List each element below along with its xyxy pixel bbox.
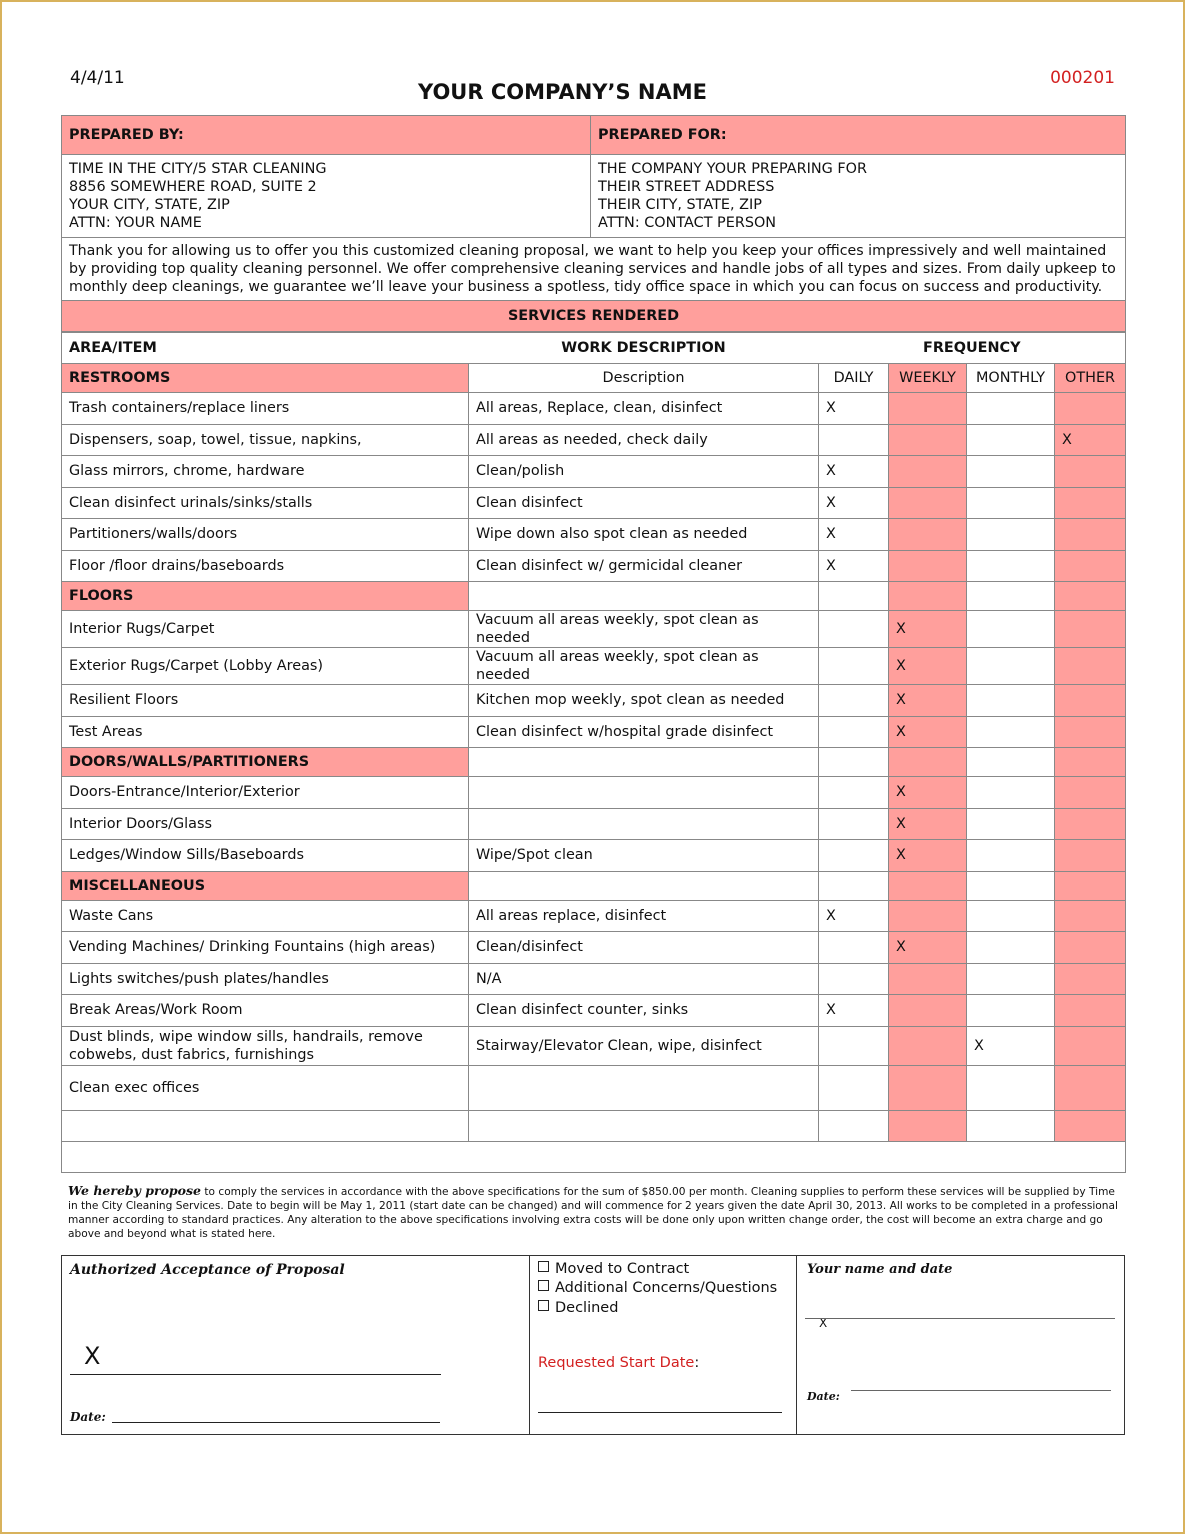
- other-cell: [1055, 748, 1126, 777]
- service-row: [62, 932, 1126, 964]
- monthly-cell: [967, 871, 1055, 900]
- other-mark: [1055, 808, 1126, 840]
- weekly-mark: [889, 1065, 967, 1110]
- weekly-mark: X: [889, 611, 967, 648]
- daily-cell: [819, 582, 889, 611]
- checkbox-icon[interactable]: [538, 1261, 549, 1272]
- daily-mark: X: [819, 519, 889, 551]
- your-name-mark: X: [819, 1316, 828, 1330]
- service-description: All areas replace, disinfect: [469, 900, 819, 932]
- prepared-for-label: PREPARED FOR:: [591, 116, 1126, 155]
- weekly-mark: [889, 963, 967, 995]
- daily-cell: [819, 871, 889, 900]
- checkbox-additional-concerns[interactable]: [538, 1279, 777, 1299]
- service-description: All areas, Replace, clean, disinfect: [469, 393, 819, 425]
- service-row: [62, 963, 1126, 995]
- weekly-mark: [889, 393, 967, 425]
- service-description: Clean disinfect counter, sinks: [469, 995, 819, 1027]
- other-mark: [1055, 1026, 1126, 1065]
- weekly-mark: [889, 995, 967, 1027]
- services-table: [61, 332, 1126, 1173]
- daily-mark: [819, 777, 889, 809]
- service-item: Dispensers, soap, towel, tissue, napkins,: [62, 424, 469, 456]
- service-description: Wipe/Spot clean: [469, 840, 819, 872]
- address-line: YOUR CITY, STATE, ZIP: [69, 197, 230, 213]
- other-mark: [1055, 900, 1126, 932]
- service-description: Vacuum all areas weekly, spot clean as needed: [469, 611, 819, 648]
- spacer-cell: [62, 1141, 1126, 1172]
- service-item: Dust blinds, wipe window sills, handrails, remove cobwebs, dust fabrics, furnishings: [62, 1026, 469, 1065]
- service-description: [469, 1065, 819, 1110]
- requested-start-date: [538, 1355, 699, 1371]
- requested-start-date-colon: :: [694, 1355, 700, 1371]
- daily-mark: [819, 716, 889, 748]
- weekly-mark: X: [889, 648, 967, 685]
- monthly-mark: [967, 932, 1055, 964]
- header-table: [61, 115, 1126, 332]
- monthly-mark: [967, 519, 1055, 551]
- daily-mark: [819, 424, 889, 456]
- address-line: THE COMPANY YOUR PREPARING FOR: [598, 161, 867, 177]
- service-item: Floor /floor drains/baseboards: [62, 550, 469, 582]
- monthly-mark: [967, 840, 1055, 872]
- other-mark: [1055, 1065, 1126, 1110]
- address-line: TIME IN THE CITY/5 STAR CLEANING: [69, 161, 327, 177]
- weekly-mark: X: [889, 685, 967, 717]
- checkbox-declined[interactable]: [538, 1299, 618, 1319]
- monthly-mark: [967, 808, 1055, 840]
- weekly-mark: X: [889, 716, 967, 748]
- service-description: Kitchen mop weekly, spot clean as needed: [469, 685, 819, 717]
- column-header-row: [62, 333, 1126, 364]
- monthly-cell: [967, 582, 1055, 611]
- authorized-acceptance-title: Authorized Acceptance of Proposal: [70, 1262, 345, 1278]
- weekly-cell: [889, 748, 967, 777]
- date-label: Date:: [70, 1410, 106, 1424]
- start-date-line[interactable]: [538, 1412, 782, 1413]
- service-description: N/A: [469, 963, 819, 995]
- service-row: [62, 487, 1126, 519]
- monthly-mark: [967, 648, 1055, 685]
- your-date-label: Date:: [807, 1390, 840, 1403]
- weekly-mark: X: [889, 932, 967, 964]
- date-line[interactable]: [112, 1422, 440, 1423]
- other-mark: [1055, 648, 1126, 685]
- other-mark: [1055, 550, 1126, 582]
- empty-row: [62, 1110, 1126, 1141]
- address-line: ATTN: CONTACT PERSON: [598, 215, 777, 231]
- service-item: Trash containers/replace liners: [62, 393, 469, 425]
- daily-mark: [819, 1026, 889, 1065]
- daily-mark: [819, 932, 889, 964]
- service-item: Doors-Entrance/Interior/Exterior: [62, 777, 469, 809]
- service-row: [62, 393, 1126, 425]
- checkbox-icon[interactable]: [538, 1300, 549, 1311]
- service-row: [62, 550, 1126, 582]
- section-name: FLOORS: [62, 582, 469, 611]
- proposal-terms: [68, 1184, 1120, 1241]
- other-mark: [1055, 487, 1126, 519]
- prepared-for-address: [591, 155, 1126, 238]
- checkbox-label: Declined: [555, 1300, 619, 1316]
- monthly-mark: [967, 611, 1055, 648]
- other-mark: [1055, 393, 1126, 425]
- other-mark: [1055, 963, 1126, 995]
- authorized-acceptance-section: [62, 1256, 530, 1434]
- monthly-mark: [967, 1065, 1055, 1110]
- service-row: [62, 808, 1126, 840]
- your-name-section: [797, 1256, 1124, 1434]
- service-row: [62, 777, 1126, 809]
- monthly-mark: [967, 424, 1055, 456]
- section-header-row: [62, 871, 1126, 900]
- daily-mark: [819, 685, 889, 717]
- section-header-row: [62, 748, 1126, 777]
- signature-mark: X: [84, 1342, 101, 1370]
- other-mark: [1055, 685, 1126, 717]
- col-area-header: AREA/ITEM: [62, 333, 469, 364]
- daily-mark: X: [819, 393, 889, 425]
- address-line: THEIR STREET ADDRESS: [598, 179, 775, 195]
- weekly-mark: [889, 1026, 967, 1065]
- weekly-mark: [889, 550, 967, 582]
- service-description: Clean disinfect: [469, 487, 819, 519]
- section-name: RESTROOMS: [62, 364, 469, 393]
- sub-weekly-header: WEEKLY: [889, 364, 967, 393]
- service-item: Clean exec offices: [62, 1065, 469, 1110]
- address-line: ATTN: YOUR NAME: [69, 215, 202, 231]
- service-row: [62, 424, 1126, 456]
- address-line: 8856 SOMEWHERE ROAD, SUITE 2: [69, 179, 317, 195]
- monthly-mark: [967, 550, 1055, 582]
- monthly-mark: [967, 393, 1055, 425]
- proposal-text: to comply the services in accordance with the above specifications for the sum of $850.00 per month. Cleaning supplies to perform these services will be supplied by Time in the City Cleaning Services. Date to begin will be May 1, 2011 (start date can be changed) and will commence for 2 years given the date April 30, 2013. All works to be completed in a professional manner according to standard practices. Any alteration to the above specifications involving extra costs will be done only upon written change order, the cost will become an extra charge and go above and beyond what is stated here.: [68, 1186, 1118, 1240]
- section-header-row: [62, 582, 1126, 611]
- checkbox-label: Moved to Contract: [555, 1261, 690, 1277]
- monthly-mark: [967, 777, 1055, 809]
- service-description: Clean/polish: [469, 456, 819, 488]
- other-mark: [1055, 716, 1126, 748]
- weekly-mark: [889, 487, 967, 519]
- daily-mark: [819, 808, 889, 840]
- weekly-cell: [889, 871, 967, 900]
- weekly-mark: X: [889, 777, 967, 809]
- service-row: [62, 1026, 1126, 1065]
- weekly-mark: [889, 519, 967, 551]
- weekly-mark: [889, 900, 967, 932]
- service-item: Glass mirrors, chrome, hardware: [62, 456, 469, 488]
- service-row: [62, 900, 1126, 932]
- service-row: [62, 1065, 1126, 1110]
- weekly-cell: [889, 582, 967, 611]
- monthly-mark: [967, 900, 1055, 932]
- service-row: [62, 519, 1126, 551]
- service-item: Waste Cans: [62, 900, 469, 932]
- daily-mark: X: [819, 487, 889, 519]
- col-work-header: WORK DESCRIPTION: [469, 333, 819, 364]
- service-item: Interior Doors/Glass: [62, 808, 469, 840]
- other-mark: X: [1055, 424, 1126, 456]
- weekly-mark: X: [889, 808, 967, 840]
- prepared-by-label: PREPARED BY:: [62, 116, 591, 155]
- service-description: Vacuum all areas weekly, spot clean as needed: [469, 648, 819, 685]
- monthly-mark: [967, 995, 1055, 1027]
- proposal-number: 000201: [1050, 68, 1115, 88]
- service-item: Resilient Floors: [62, 685, 469, 717]
- monthly-mark: [967, 487, 1055, 519]
- section-name: DOORS/WALLS/PARTITIONERS: [62, 748, 469, 777]
- service-description: [469, 808, 819, 840]
- service-item: Clean disinfect urinals/sinks/stalls: [62, 487, 469, 519]
- daily-cell: [819, 748, 889, 777]
- document-date: 4/4/11: [70, 68, 125, 88]
- prepared-by-address: [62, 155, 591, 238]
- daily-mark: [819, 611, 889, 648]
- service-row: [62, 685, 1126, 717]
- service-description: Clean/disinfect: [469, 932, 819, 964]
- other-mark: [1055, 519, 1126, 551]
- col-frequency-header: FREQUENCY: [819, 333, 1126, 364]
- your-date-line[interactable]: [851, 1390, 1111, 1391]
- description-cell: [469, 1110, 819, 1141]
- daily-mark: X: [819, 900, 889, 932]
- monthly-mark: [967, 963, 1055, 995]
- monthly-mark: [967, 716, 1055, 748]
- other-cell: [1055, 582, 1126, 611]
- proposal-lead: We hereby propose: [68, 1183, 201, 1198]
- signature-line[interactable]: [70, 1374, 441, 1375]
- monthly-mark: [967, 456, 1055, 488]
- service-item: Interior Rugs/Carpet: [62, 611, 469, 648]
- other-mark: [1055, 932, 1126, 964]
- status-section: [530, 1256, 797, 1434]
- other-mark: [1055, 456, 1126, 488]
- description-cell: [469, 871, 819, 900]
- other-mark: [1055, 777, 1126, 809]
- monthly-cell: [967, 1110, 1055, 1141]
- service-item: Break Areas/Work Room: [62, 995, 469, 1027]
- service-description: All areas as needed, check daily: [469, 424, 819, 456]
- weekly-mark: [889, 456, 967, 488]
- weekly-cell: [889, 1110, 967, 1141]
- service-item: Test Areas: [62, 716, 469, 748]
- service-description: Wipe down also spot clean as needed: [469, 519, 819, 551]
- sub-daily-header: DAILY: [819, 364, 889, 393]
- service-row: [62, 648, 1126, 685]
- service-row: [62, 456, 1126, 488]
- acceptance-box: [61, 1255, 1125, 1435]
- monthly-mark: [967, 685, 1055, 717]
- service-row: [62, 840, 1126, 872]
- daily-mark: [819, 840, 889, 872]
- monthly-mark: X: [967, 1026, 1055, 1065]
- item-cell: [62, 1110, 469, 1141]
- other-cell: [1055, 871, 1126, 900]
- checkbox-label: Additional Concerns/Questions: [555, 1280, 778, 1296]
- sub-monthly-header: MONTHLY: [967, 364, 1055, 393]
- description-cell: [469, 748, 819, 777]
- service-item: Ledges/Window Sills/Baseboards: [62, 840, 469, 872]
- address-line: THEIR CITY, STATE, ZIP: [598, 197, 762, 213]
- section-name: MISCELLANEOUS: [62, 871, 469, 900]
- service-description: Clean disinfect w/ germicidal cleaner: [469, 550, 819, 582]
- requested-start-date-label: Requested Start Date: [538, 1355, 695, 1371]
- sub-description-header: Description: [469, 364, 819, 393]
- other-mark: [1055, 840, 1126, 872]
- service-item: Vending Machines/ Drinking Fountains (high areas): [62, 932, 469, 964]
- your-name-line[interactable]: [805, 1318, 1115, 1319]
- weekly-mark: [889, 424, 967, 456]
- service-item: Exterior Rugs/Carpet (Lobby Areas): [62, 648, 469, 685]
- spacer-row: [62, 1141, 1126, 1172]
- weekly-mark: X: [889, 840, 967, 872]
- daily-mark: X: [819, 456, 889, 488]
- other-mark: [1055, 995, 1126, 1027]
- sub-other-header: OTHER: [1055, 364, 1126, 393]
- daily-mark: X: [819, 550, 889, 582]
- service-row: [62, 716, 1126, 748]
- description-cell: [469, 582, 819, 611]
- proposal-sheet: [61, 115, 1125, 1173]
- checkbox-icon[interactable]: [538, 1280, 549, 1291]
- service-row: [62, 611, 1126, 648]
- service-item: Lights switches/push plates/handles: [62, 963, 469, 995]
- checkbox-moved-to-contract[interactable]: [538, 1260, 689, 1280]
- daily-mark: [819, 1065, 889, 1110]
- your-name-label: Your name and date: [807, 1262, 953, 1277]
- other-cell: [1055, 1110, 1126, 1141]
- monthly-cell: [967, 748, 1055, 777]
- other-mark: [1055, 611, 1126, 648]
- service-item: Partitioners/walls/doors: [62, 519, 469, 551]
- service-description: Clean disinfect w/hospital grade disinfect: [469, 716, 819, 748]
- company-name: YOUR COMPANY’S NAME: [418, 80, 707, 104]
- services-title: SERVICES RENDERED: [62, 301, 1126, 332]
- daily-mark: [819, 963, 889, 995]
- daily-mark: X: [819, 995, 889, 1027]
- service-description: [469, 777, 819, 809]
- service-description: Stairway/Elevator Clean, wipe, disinfect: [469, 1026, 819, 1065]
- service-row: [62, 995, 1126, 1027]
- daily-cell: [819, 1110, 889, 1141]
- intro-paragraph: Thank you for allowing us to offer you this customized cleaning proposal, we want to help you keep your offices impressively and well maintained by providing top quality cleaning personnel. We offer comprehensive cleaning services and handle jobs of all types and sizes. From daily upkeep to monthly deep cleanings, we guarantee we’ll leave your business a spotless, tidy office space in which you can focus on success and productivity.: [62, 238, 1126, 301]
- section-header-row: [62, 364, 1126, 393]
- daily-mark: [819, 648, 889, 685]
